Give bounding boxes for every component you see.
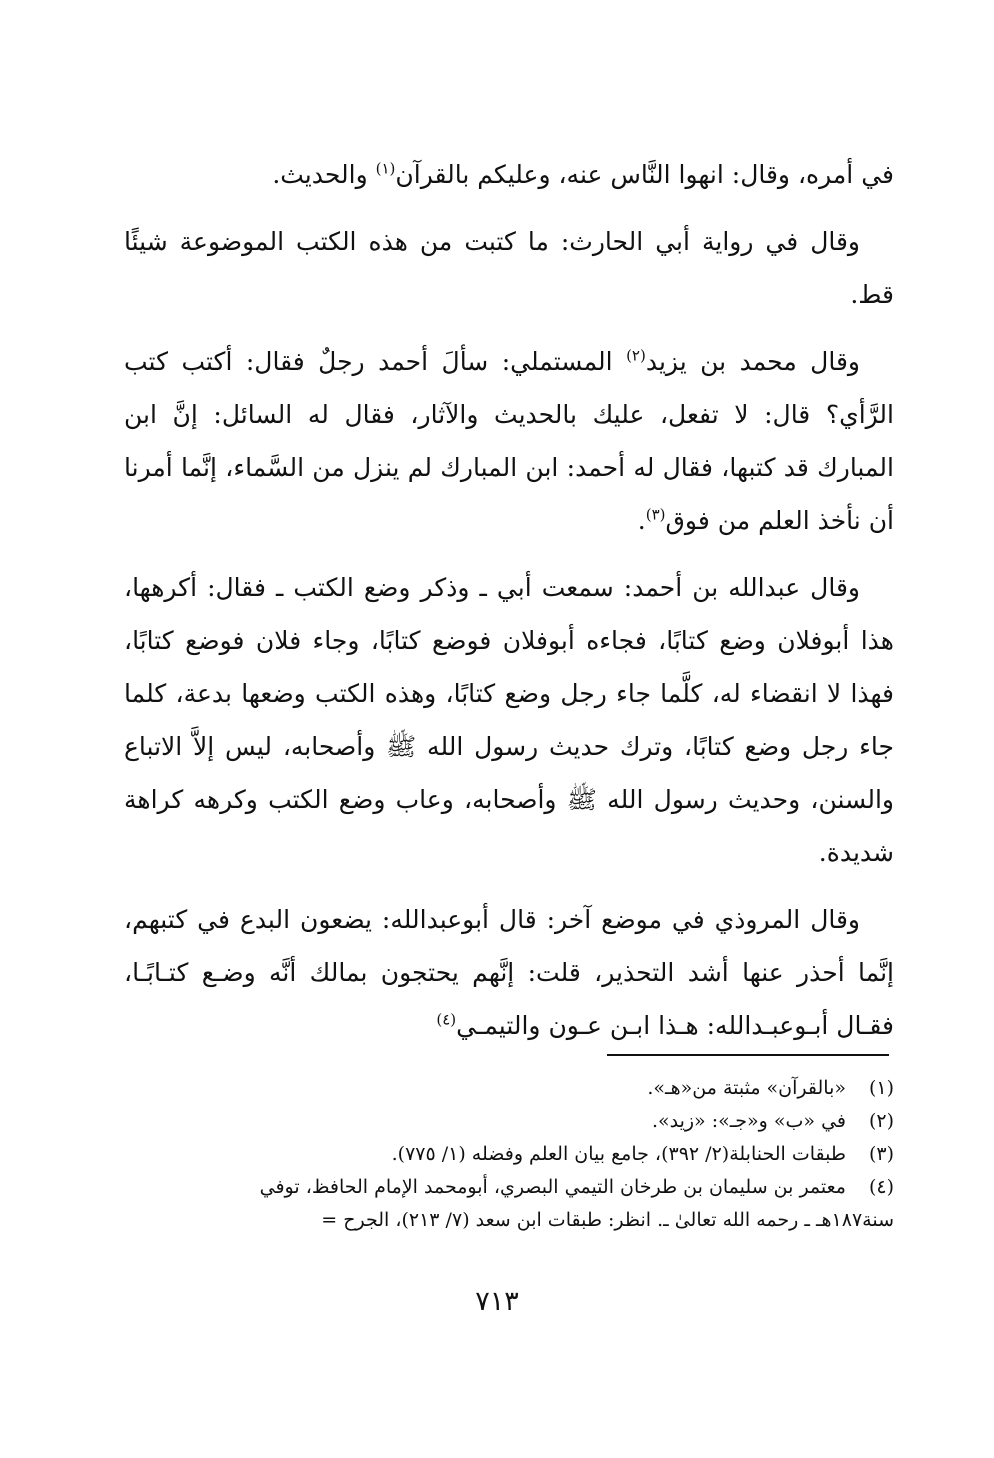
footnote-ref-1[interactable]: (١) — [375, 159, 396, 178]
paragraph-2 — [124, 215, 894, 321]
paragraph-4 — [124, 561, 894, 879]
footnote-text: معتمر بن سليمان بن طرخان التيمي البصري، أبومحمد الإمام الحافظ، توفي — [259, 1176, 846, 1198]
main-text — [124, 148, 894, 1066]
paragraph-3-text-c: . — [637, 506, 646, 535]
paragraph-2-text: وقال في رواية أبي الحارث: ما كتبت من هذه الكتب الموضوعة شيئًا قط. — [124, 227, 894, 309]
footnote-text: في «ب» و«جـ»: «زيد». — [651, 1110, 846, 1132]
paragraph-1 — [124, 148, 894, 201]
footnote-4 — [124, 1171, 894, 1204]
footnote-number: (٤) — [868, 1176, 894, 1198]
paragraph-1-text-a: في أمره، وقال: انهوا النَّاس عنه، وعليكم بالقرآن — [395, 160, 894, 189]
paragraph-4-text: وقال عبدالله بن أحمد: سمعت أبي ـ وذكر وضع الكتب ـ فقال: أكرهها، هذا أبوفلان وضع كتابًا، فجاءه أبوفلان فوضع كتابًا، وجاء فلان فوضع كتابًا، فهذا لا انقضاء له، كلَّما جاء رجل وضع كتابًا، وهذه الكتب وضعها بدعة، كلما جاء رجل وضع كتابًا، وترك حديث رسول الله ﷺ وأصحابه، ليس إلاَّ الاتباع والسنن، وحديث رسول الله ﷺ وأصحابه، وعاب وضع الكتب وكرهه كراهة شديدة. — [124, 573, 894, 867]
footnote-number: (٣) — [868, 1143, 894, 1165]
footnote-separator — [607, 1054, 889, 1056]
footnote-1 — [124, 1072, 894, 1105]
footnote-text-continued: سنة١٨٧هـ ـ رحمه الله تعالىٰ ـ. انظر: طبقات ابن سعد (٧/ ٢١٣)، الجرح = — [321, 1209, 894, 1231]
footnote-3 — [124, 1138, 894, 1171]
footnote-ref-2[interactable]: (٢) — [626, 346, 646, 365]
footnote-4-continuation — [124, 1204, 894, 1237]
paragraph-5-text: وقال المروذي في موضع آخر: قال أبوعبدالله: يضعون البدع في كتبهم، إنَّما أحذر عنها أشد التحذير، قلت: إنَّهم يحتجون بمالك أنَّه وضـع كتـابًـا، فقـال أبـوعبـدالله: هـذا ابـن عـون والتيمـي — [124, 905, 894, 1040]
page-number: ٧١٣ — [475, 1286, 519, 1317]
footnote-text: «بالقرآن» مثبتة من«هـ». — [647, 1077, 846, 1099]
paragraph-3 — [124, 335, 894, 547]
paragraph-3-text-a: وقال محمد بن يزيد — [645, 347, 860, 376]
footnote-number: (٢) — [868, 1110, 894, 1132]
footnote-ref-4[interactable]: (٤) — [436, 1010, 457, 1029]
paragraph-3-text-b: المستملي: سألَ أحمد رجلٌ فقال: أكتب كتب الرَّأي؟ قال: لا تفعل، عليك بالحديث والآثار، فقال له السائل: إنَّ ابن المبارك قد كتبها، فقال له أحمد: ابن المبارك لم ينزل من السَّماء، إنَّما أمرنا أن نأخذ العلم من فوق — [124, 347, 894, 535]
footnote-ref-3[interactable]: (٣) — [645, 505, 666, 524]
paragraph-5 — [124, 893, 894, 1052]
footnote-2 — [124, 1105, 894, 1138]
footnote-number: (١) — [868, 1077, 894, 1099]
footnote-text: طبقات الحنابلة(٢/ ٣٩٢)، جامع بيان العلم وفضله (١/ ٧٧٥). — [391, 1143, 846, 1165]
paragraph-1-text-b: والحديث. — [272, 160, 376, 189]
footnotes — [124, 1072, 894, 1237]
